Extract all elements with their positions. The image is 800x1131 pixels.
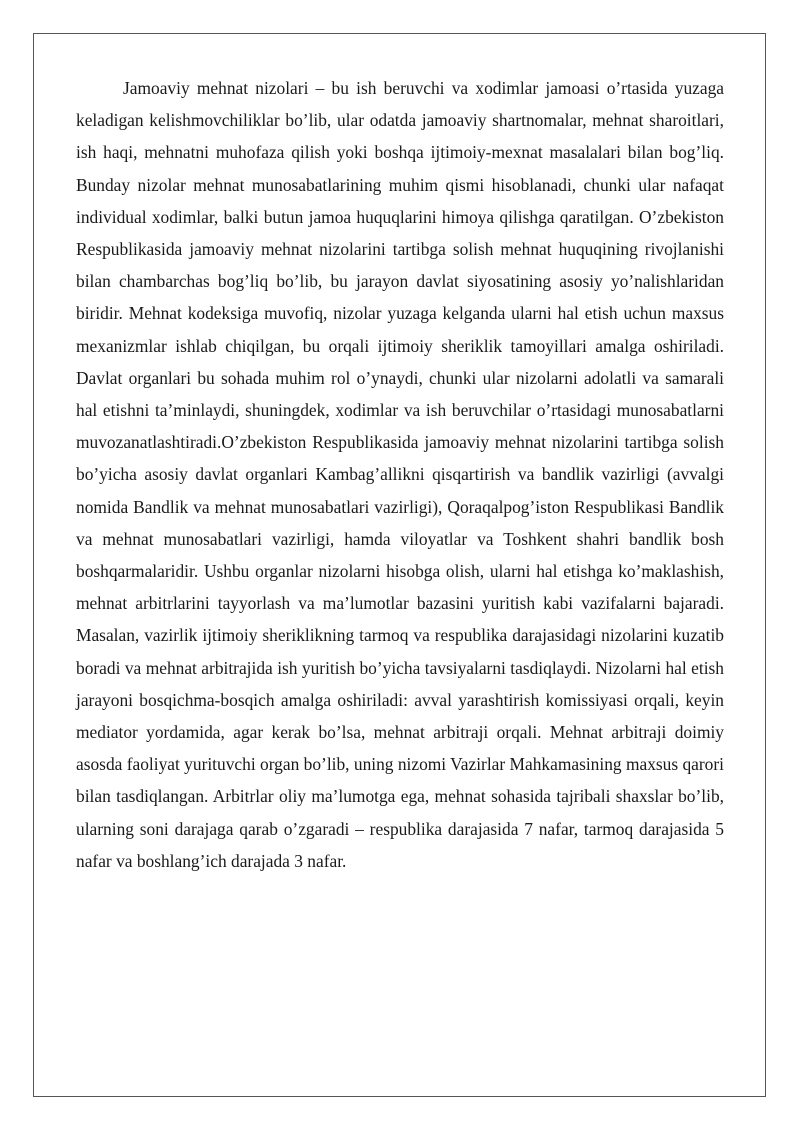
body-paragraph: Jamoaviy mehnat nizolari – bu ish beruvchi va xodimlar jamoasi o’rtasida yuzaga keladigan kelishmovchiliklar bo’lib, ular odatda jamoaviy shartnomalar, mehnat sharoitlari, ish haqi, mehnatni muhofaza qilish yoki boshqa ijtimoiy-mexnat masalalari bilan bog’liq. Bunday nizolar mehnat munosabatlarining muhim qismi hisoblanadi, chunki ular nafaqat individual xodimlar, balki butun jamoa huquqlarini himoya qilishga qaratilgan. O’zbekiston Respublikasida jamoaviy mehnat nizolarini tartibga solish mehnat huquqining rivojlanishi bilan chambarchas bog’liq bo’lib, bu jarayon davlat siyosatining asosiy yo’nalishlaridan biridir. Mehnat kodeksiga muvofiq, nizolar yuzaga kelganda ularni hal etish uchun maxsus mexanizmlar ishlab chiqilgan, bu orqali ijtimoiy sheriklik tamoyillari amalga oshiriladi. Davlat organlari bu sohada muhim rol o’ynaydi, chunki ular nizolarni adolatli va samarali hal etishni ta’minlaydi, shuningdek, xodimlar va ish beruvchilar o’rtasidagi munosabatlarni muvozanatlashtiradi.O’zbekiston Respublikasida jamoaviy mehnat nizolarini tartibga solish bo’yicha asosiy davlat organlari Kambag’allikni qisqartirish va bandlik vazirligi (avvalgi nomida Bandlik va mehnat munosabatlari vazirligi), Qoraqalpog’iston Respublikasi Bandlik va mehnat munosabatlari vazirligi, hamda viloyatlar va Toshkent shahri bandlik bosh boshqarmalaridir. Ushbu organlar nizolarni hisobga olish, ularni hal etishga ko’maklashish, mehnat arbitrlarini tayyorlash va ma’lumotlar bazasini yuritish kabi vazifalarni bajaradi. Masalan, vazirlik ijtimoiy sheriklikning tarmoq va respublika darajasidagi nizolarini kuzatib boradi va mehnat arbitrajida ish yuritish bo’yicha tavsiyalarni tasdiqlaydi. Nizolarni hal etish jarayoni bosqichma-bosqich amalga oshiriladi: avval yarashtirish komissiyasi orqali, keyin mediator yordamida, agar kerak bo’lsa, mehnat arbitraji orqali. Mehnat arbitraji doimiy asosda faoliyat yurituvchi organ bo’lib, uning nizomi Vazirlar Mahkamasining maxsus qarori bilan tasdiqlangan. Arbitrlar oliy ma’lumotga ega, mehnat sohasida tajribali shaxslar bo’lib, ularning soni darajaga qarab o’zgaradi – respublika darajasida 7 nafar, tarmoq darajasida 5 nafar va boshlang’ich darajada 3 nafar.	[76, 78, 724, 871]
